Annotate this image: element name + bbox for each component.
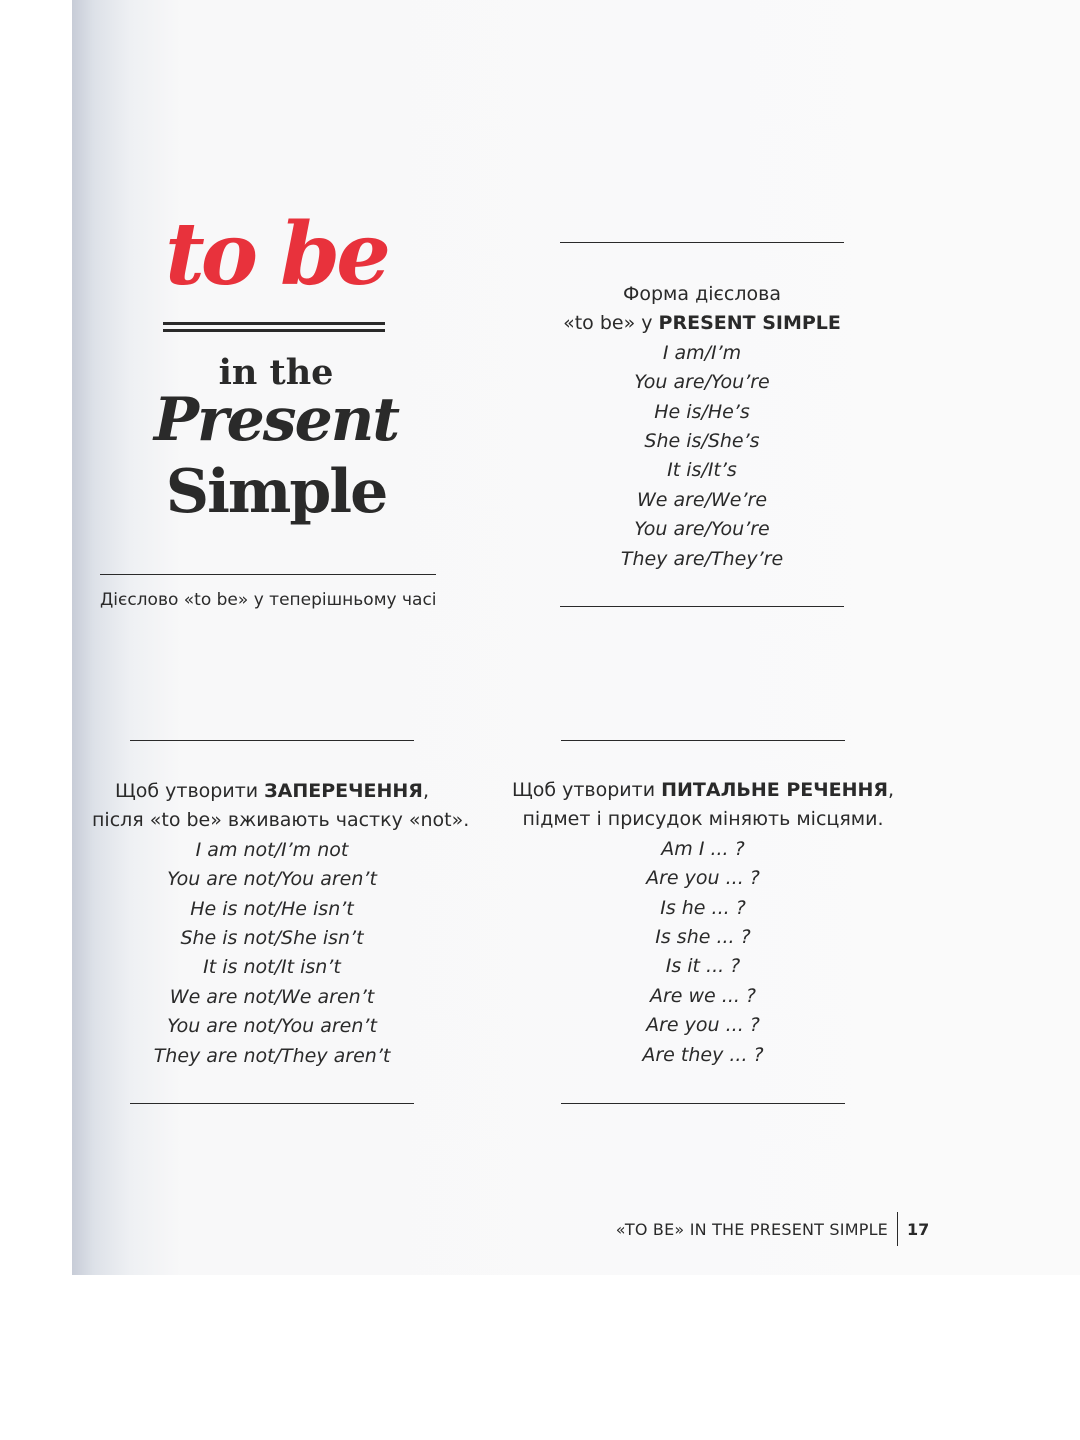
negative-bottom-rule <box>130 1103 414 1104</box>
form-line: I am/I’m <box>662 341 742 364</box>
negative-heading-line1 <box>92 777 452 806</box>
question-heading-bold: ПИТАЛЬНЕ РЕЧЕННЯ <box>661 779 889 801</box>
form-line: He is not/He isn’t <box>190 897 354 920</box>
negative-block <box>92 777 470 1071</box>
question-heading-line2: підмет і присудок міняють місцями. <box>522 808 884 831</box>
negative-heading-suffix: , <box>422 780 429 802</box>
form-line: We are not/We aren’t <box>169 985 375 1008</box>
form-line: Are you ... ? <box>646 867 760 890</box>
form-line: It is/It’s <box>667 459 737 482</box>
page-number: 17 <box>907 1220 930 1239</box>
question-bottom-rule <box>561 1103 845 1104</box>
question-heading-suffix: , <box>888 779 895 801</box>
negative-heading-line2: після «to be» вживають частку «not». <box>92 809 470 832</box>
affirmative-bottom-rule <box>560 606 844 607</box>
footer-divider <box>897 1212 898 1246</box>
title-simple: Simple <box>165 457 387 527</box>
form-line: You are/You’re <box>634 518 770 541</box>
question-heading-line1 <box>493 776 913 805</box>
form-line: You are not/You aren’t <box>167 868 377 891</box>
form-line: Are we ... ? <box>649 984 757 1007</box>
form-line: Are you ... ? <box>646 1014 760 1037</box>
book-page <box>72 0 1080 1275</box>
form-line: She is/She’s <box>644 429 760 452</box>
form-line: She is not/She isn’t <box>180 926 364 949</box>
form-line: He is/He’s <box>654 400 750 423</box>
form-line: You are not/You aren’t <box>167 1015 377 1038</box>
form-line: Is she ... ? <box>655 925 751 948</box>
affirmative-heading-line1: Форма дієслова <box>623 283 781 305</box>
form-line: They are/They’re <box>620 547 784 570</box>
form-line: Is he ... ? <box>660 896 746 919</box>
title-to-be: to be <box>165 204 387 305</box>
form-line: You are/You’re <box>634 371 770 394</box>
negative-heading-prefix: Щоб утворити <box>115 780 265 802</box>
form-line: We are/We’re <box>636 488 768 511</box>
title-present: Present <box>153 385 399 455</box>
title-in-the: in the <box>218 352 334 393</box>
subtitle: Дієслово «to be» у теперішньому часі <box>100 590 437 610</box>
affirmative-heading-line2 <box>532 309 872 338</box>
form-line: Am I ... ? <box>661 837 745 860</box>
affirmative-heading-prefix: «to be» у <box>563 312 659 335</box>
negative-top-rule <box>130 740 414 741</box>
form-line: Is it ... ? <box>665 955 741 978</box>
question-block <box>493 776 913 1070</box>
form-line: They are not/They aren’t <box>153 1044 391 1067</box>
form-line: Are they ... ? <box>642 1043 764 1066</box>
running-title: «TO BE» IN THE PRESENT SIMPLE <box>615 1220 888 1239</box>
title-double-rule <box>163 322 385 332</box>
form-line: I am not/I’m not <box>195 838 349 861</box>
affirmative-block <box>532 280 872 574</box>
subtitle-rule <box>100 574 436 575</box>
form-line: It is not/It isn’t <box>203 956 341 979</box>
question-top-rule <box>561 740 845 741</box>
affirmative-heading-bold: PRESENT SIMPLE <box>658 312 841 335</box>
affirmative-top-rule <box>560 242 844 243</box>
negative-heading-bold: ЗАПЕРЕЧЕННЯ <box>264 780 423 802</box>
question-heading-prefix: Щоб утворити <box>511 779 662 801</box>
